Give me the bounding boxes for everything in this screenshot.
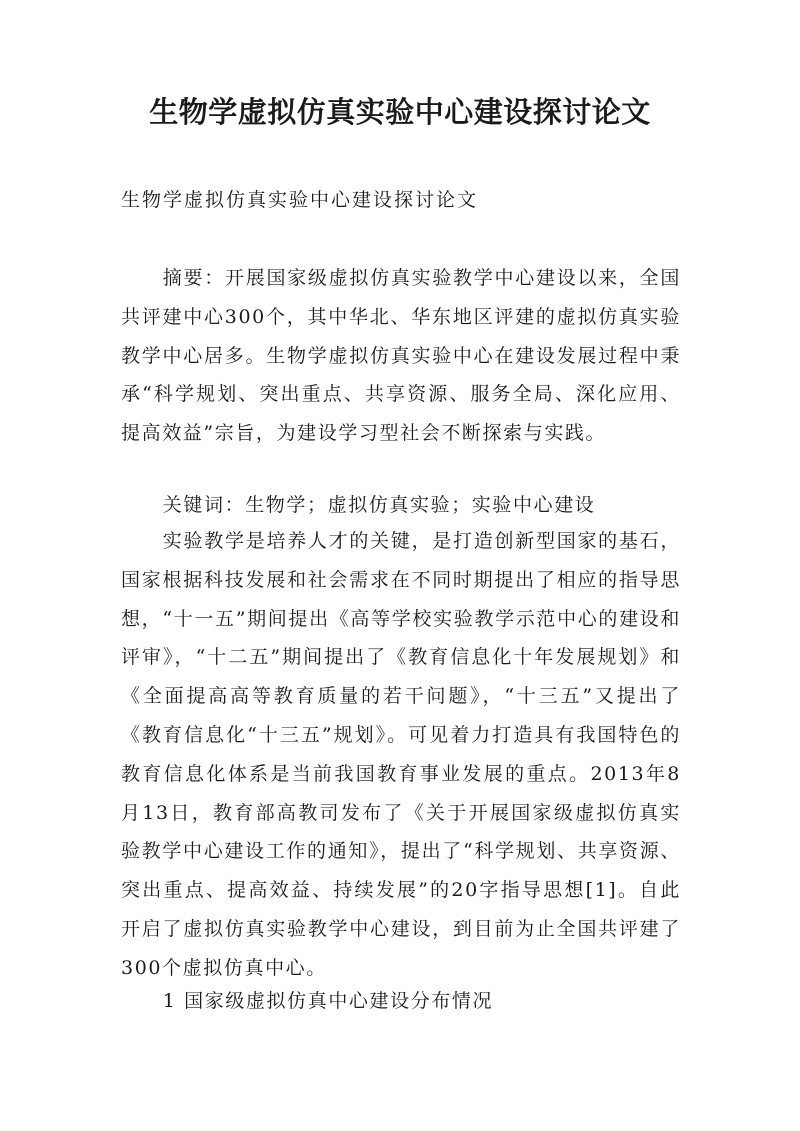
keywords-line: 关键词：生物学；虚拟仿真实验；实验中心建设 xyxy=(162,494,596,516)
abstract-paragraph: 摘要：开展国家级虚拟仿真实验教学中心建设以来，全国共评建中心300个，其中华北、华东地区评建的虚拟仿真实验教学中心居多。生物学虚拟仿真实验中心在建设发展过程中秉承“科学规划、突出重点、共享资源、服务全局、深化应用、提高效益”宗旨，为建设学习型社会不断探索与实践。 xyxy=(121,267,681,445)
keywords-block xyxy=(121,486,681,525)
body-paragraph: 实验教学是培养人才的关键，是打造创新型国家的基石，国家根据科技发展和社会需求在不同时期提出了相应的指导思想，“十一五”期间提出《高等学校实验教学示范中心的建设和评审》，“十二五”期间提出了《教育信息化十年发展规划》和《全面提高高等教育质量的若干问题》，“十三五”又提出了《教育信息化“十三五”规划》。可见着力打造具有我国特色的教育信息化体系是当前我国教育事业发展的重点。2013年8月13日，教育部高教司发布了《关于开展国家级虚拟仿真实验教学中心建设工作的通知》，提出了“科学规划、共享资源、突出重点、提高效益、持续发展”的20字指导思想[1]。自此开启了虚拟仿真实验教学中心建设，到目前为止全国共评建了300个虚拟仿真中心。 xyxy=(121,530,681,979)
section-heading-block xyxy=(121,982,681,1021)
abstract-block xyxy=(121,259,681,453)
document-subtitle: 生物学虚拟仿真实验中心建设探讨论文 xyxy=(121,189,479,211)
document-title: 生物学虚拟仿真实验中心建设探讨论文 xyxy=(149,95,651,129)
section-heading: 1 国家级虚拟仿真中心建设分布情况 xyxy=(162,990,494,1012)
body-paragraph-block xyxy=(121,522,681,988)
